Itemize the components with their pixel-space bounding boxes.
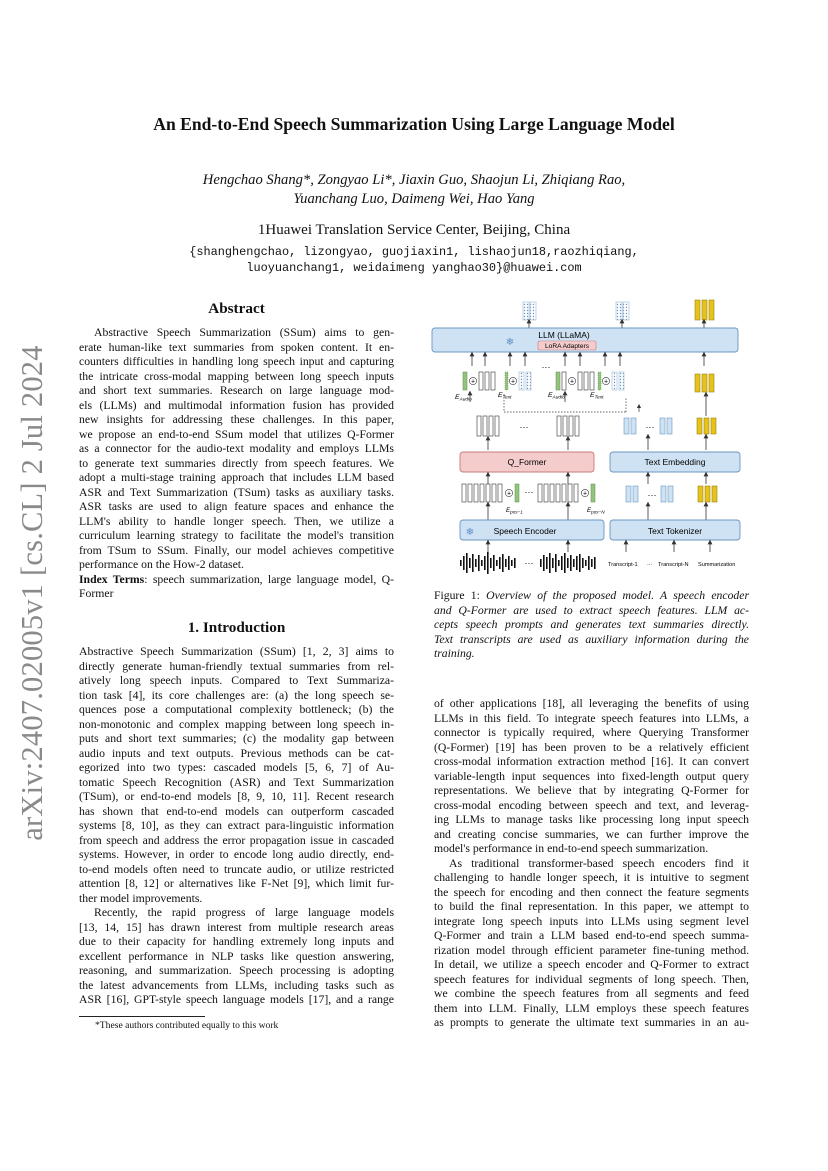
body-line: of other applications [18], all leveraging the benefits of using [434, 697, 749, 710]
abstract-line: from TSum to SSum. Finally, our model achieves competitive [79, 543, 394, 557]
intro-line: quences pose a computational complexity bottleneck; (b) the [79, 703, 394, 716]
body-line: rization model through efficient parameter fine-tuning method. [434, 943, 749, 957]
intro-line: atively long speech inputs. Compared to Text Summariza- [79, 674, 394, 687]
intro-line: (TSum), or end-to-end models [8, 9, 10, 11]. Recent research [79, 790, 394, 803]
svg-text:···: ··· [645, 422, 655, 432]
ellipsis-transcripts: ··· [647, 562, 653, 568]
abstract-body [79, 326, 394, 602]
waveform-segment-n [540, 553, 596, 573]
tokenized-text-row [626, 486, 717, 502]
abstract-line: and short text summaries. Research on large language mod- [79, 384, 394, 397]
abstract-line: ASR tasks are used to align feature spaces and enhance the [79, 500, 394, 513]
body-line: As traditional transformer-based speech encoders find it [449, 856, 749, 870]
transcript-1-label: Transcript-1 [608, 562, 638, 568]
e-pos-n-label: $E_{pos-N}$ [587, 507, 605, 515]
caption-line: Text transcripts are used as auxiliary information during the [434, 632, 749, 646]
audio-embedding-segment-1 [463, 372, 531, 390]
intro-line: Recently, the rapid progress of large language models [94, 906, 394, 919]
summary-embedding-tokens [695, 374, 714, 392]
arxiv-identifier: arXiv:2407.02005v1 [cs.CL] 2 Jul 2024 [15, 345, 49, 841]
ellipsis-waveform: ··· [524, 558, 534, 568]
figure-caption [434, 589, 749, 662]
intro-line: the latest advancements from LLMs, including tasks such as [79, 978, 394, 992]
svg-text:+: + [582, 490, 588, 498]
caption-line: cepts speech prompts and generates text summaries directly. [434, 618, 749, 631]
body-line: speech features for individual segments of long speech. Then, [434, 972, 749, 986]
output-summary-tokens [695, 300, 714, 320]
lora-label: LoRA Adapters [545, 343, 589, 350]
transcript-embedding-tokens [624, 418, 716, 434]
ellipsis-queries: ··· [519, 422, 529, 432]
abstract-line: performance on the How-2 dataset. [79, 558, 244, 571]
intro-line: tomatic Speech Recognition (ASR) and Text Summarization [79, 775, 394, 789]
footnote: *These authors contributed equally to this work [95, 1020, 279, 1031]
abstract-line: as a connector for the audio-text modality and employs LLMs [79, 442, 394, 455]
ellipsis-features: ··· [524, 487, 534, 497]
index-terms [79, 573, 394, 588]
intro-line: audio inputs and text outputs. Previous methods can be cat- [79, 746, 394, 760]
intro-line: due to their capacity for handling extremely long inputs and [79, 935, 394, 948]
footnote-rule [79, 1016, 205, 1017]
abstract-line: adopt a multi-stage training approach that includes LLM based [79, 471, 394, 484]
paper-title: An End-to-End Speech Summarization Using Large Language Model [153, 114, 675, 134]
caption-line: training. [434, 647, 475, 660]
body-line: model's performance in end-to-end speech summarization. [434, 842, 709, 855]
text-embedding-label: Text Embedding [644, 457, 706, 467]
intro-line: has shown that end-to-end models can outperform cascaded [79, 804, 394, 818]
intro-line: [13, 14, 15] has drawn interest from multiple research areas [79, 920, 394, 934]
intro-line: non-monotonic and complex mapping between long speech in- [79, 717, 394, 731]
summarization-label: Summarization [698, 562, 736, 568]
index-terms-label: Index Terms [79, 572, 145, 586]
body-line: (Q-Former) [19] has been proven to be a relatively efficient [434, 740, 749, 754]
body-line: and creating concise summaries, we can further improve the [434, 827, 749, 841]
transcript-n-label: Transcript-N [658, 562, 689, 568]
intro-line: systems [8, 10], as they can extract para-linguistic information [79, 819, 394, 832]
abstract-line: erate human-like text summaries from spoken content. It en- [79, 340, 394, 354]
output-dotted-tokens-mid [616, 302, 629, 320]
abstract-line: we propose an end-to-end SSum model that utilizes Q-Former [79, 427, 394, 441]
svg-text:+: + [506, 490, 512, 498]
svg-text:+: + [569, 378, 575, 386]
body-line: we combine the speech features from all segments and feed [434, 987, 749, 1000]
intro-line: ASR [16], GPT-style speech language models [17], and a range [79, 993, 394, 1006]
authors-line-1: Hengchao Shang*, Zongyao Li*, Jiaxin Guo, Shaojun Li, Zhiqiang Rao, [202, 172, 626, 188]
speech-encoder-box [460, 520, 604, 540]
abstract-heading: Abstract [208, 300, 265, 317]
right-column-body [434, 697, 749, 1031]
intro-heading: 1. Introduction [187, 619, 286, 636]
intro-line: reasoning, and summarization. Speech processing is adopting [79, 964, 394, 977]
qformer-box [460, 452, 594, 472]
abstract-line: to generate text summaries directly from speech features. We [79, 456, 394, 470]
text-tokenizer-box [610, 520, 740, 540]
e-audio-label-1: $E_{Audio}$ [455, 394, 472, 403]
body-line: integrate long speech inputs into LLMs using segment level [434, 914, 749, 928]
ellipsis-concat: ··· [541, 362, 551, 372]
abstract-line: Abstractive Speech Summarization (SSum) aims to gen- [94, 326, 394, 339]
caption-line: and Q-Former are used to extract speech features. LLM ac- [434, 603, 749, 617]
frozen-snowflake-icon: ❄ [465, 527, 475, 538]
authors-line-2: Yuanchang Luo, Daimeng Wei, Hao Yang [293, 191, 535, 207]
intro-body [79, 645, 394, 1008]
speech-encoder-label: Speech Encoder [493, 526, 557, 536]
email-line-1: {shanghengchao, lizongyao, guojiaxin1, lishaojun18,raozhiqiang, [189, 245, 639, 259]
speech-features-segment-1 [462, 484, 519, 502]
abstract-line: the intricate cross-modal mapping between long speech inputs [79, 369, 394, 383]
intro-line: Abstractive Speech Summarization (SSum) [1, 2, 3] aims to [79, 645, 394, 658]
e-pos-1-label: $E_{pos-1}$ [506, 507, 523, 515]
intro-line: from speech and address the error propagation issue in cascaded [79, 833, 394, 847]
audio-embedding-segment-n [556, 372, 624, 390]
intro-line: puts and short text summaries; (c) the modality gap between [79, 732, 394, 745]
intro-line: ther model improvements. [79, 891, 203, 905]
body-line: to build the final representation. In this paper, we attempt to [434, 900, 749, 913]
output-dotted-tokens-left [523, 302, 536, 320]
body-line: the speech for encoding and then connect the feature segments [434, 885, 749, 899]
speech-features-segment-n [538, 484, 595, 502]
email-line-2: luoyuanchang1, weidaimeng yanghao30}@huawei.com [246, 261, 582, 275]
body-line: cross-modal information extraction method [16]. It can convert [434, 755, 749, 768]
abstract-line: new insights for addressing these challenges. In this paper, [79, 413, 394, 426]
intro-line: excellent performance in NLP tasks like question answering, [79, 949, 394, 963]
intro-line: tion task [4], its core challenges are: (a) the long speech se- [79, 688, 394, 702]
intro-line: egorized into two types: cascaded models [5, 6, 7] of Au- [79, 761, 394, 774]
text-embedding-box [610, 452, 740, 472]
qformer-label: Q_Former [507, 457, 547, 467]
body-line: as prompts to generate the ultimate text summaries in an au- [434, 1016, 749, 1029]
abstract-line: LLM's ability to handle longer speech. Then, we utilize a [79, 514, 394, 528]
body-line: them into LLM. Finally, LLM employs these speech features [434, 1001, 749, 1015]
body-line: variable-length input sequences into fixed-length output query [434, 769, 749, 783]
intro-line: systems. However, in order to encode long audio directly, end- [79, 848, 394, 861]
abstract-line: ASR and Text Summarization (TSum) tasks as auxiliary tasks. [79, 485, 394, 499]
affiliation: 1Huawei Translation Service Center, Beijing, China [257, 222, 571, 238]
figure-1-diagram [430, 294, 760, 578]
intro-line: directly generate human-friendly textual summaries from rel- [79, 659, 394, 673]
body-line: cross-modal encoding between speech and text, and leverag- [434, 798, 749, 812]
frozen-snowflake-icon: ❄ [505, 337, 515, 348]
e-text-label-1: $E_{Text}$ [498, 392, 512, 401]
body-line: connector is typically required, where Querying Transformer [434, 726, 749, 739]
e-text-label-n: $E_{Text}$ [590, 392, 604, 401]
intro-line: attention [8, 12] or alternatives like F-Net [9], which limit fur- [79, 877, 394, 890]
body-line: challenging to handle longer speech, it is intuitive to segment [434, 871, 749, 884]
abstract-line: els (LLMs) and multimodal information fusion has provided [79, 398, 394, 412]
body-line: ing LLMs to manage tasks like processing long input speech [434, 813, 749, 826]
query-tokens-segment-n [557, 416, 579, 436]
index-terms-cont: Former [79, 587, 114, 600]
body-line: LLMs in this field. To integrate speech features into LLMs, a [434, 711, 749, 725]
body-line: representations. We believe that by integrating Q-Former for [434, 784, 749, 797]
e-audio-label-n: $E_{Audio}$ [548, 392, 565, 401]
svg-text:+: + [603, 378, 609, 386]
abstract-line: curriculum learning strategy to facilitate the model's transition [79, 529, 394, 542]
svg-text:+: + [510, 378, 516, 386]
query-tokens-segment-1 [477, 416, 499, 436]
llm-box [432, 328, 738, 352]
body-line: In detail, we utilize a speech encoder and Q-Former to extract [434, 958, 749, 971]
body-line: Q-Former and train a LLM based end-to-end speech summa- [434, 929, 749, 942]
svg-text:+: + [470, 378, 476, 386]
waveform-segment-1 [460, 552, 516, 574]
abstract-line: counters difficulties in handling long speech input and capturing [79, 355, 394, 368]
svg-text:···: ··· [647, 490, 657, 500]
index-terms-text: : speech summarization, large language model, Q- [144, 572, 395, 586]
intro-line: to-end models often need to truncate audio, or utilize restricted [79, 862, 394, 876]
caption-line: Figure 1: Overview of the proposed model. A speech encoder [434, 589, 749, 602]
llm-label: LLM (LLaMA) [538, 330, 590, 340]
text-tokenizer-label: Text Tokenizer [647, 526, 703, 536]
